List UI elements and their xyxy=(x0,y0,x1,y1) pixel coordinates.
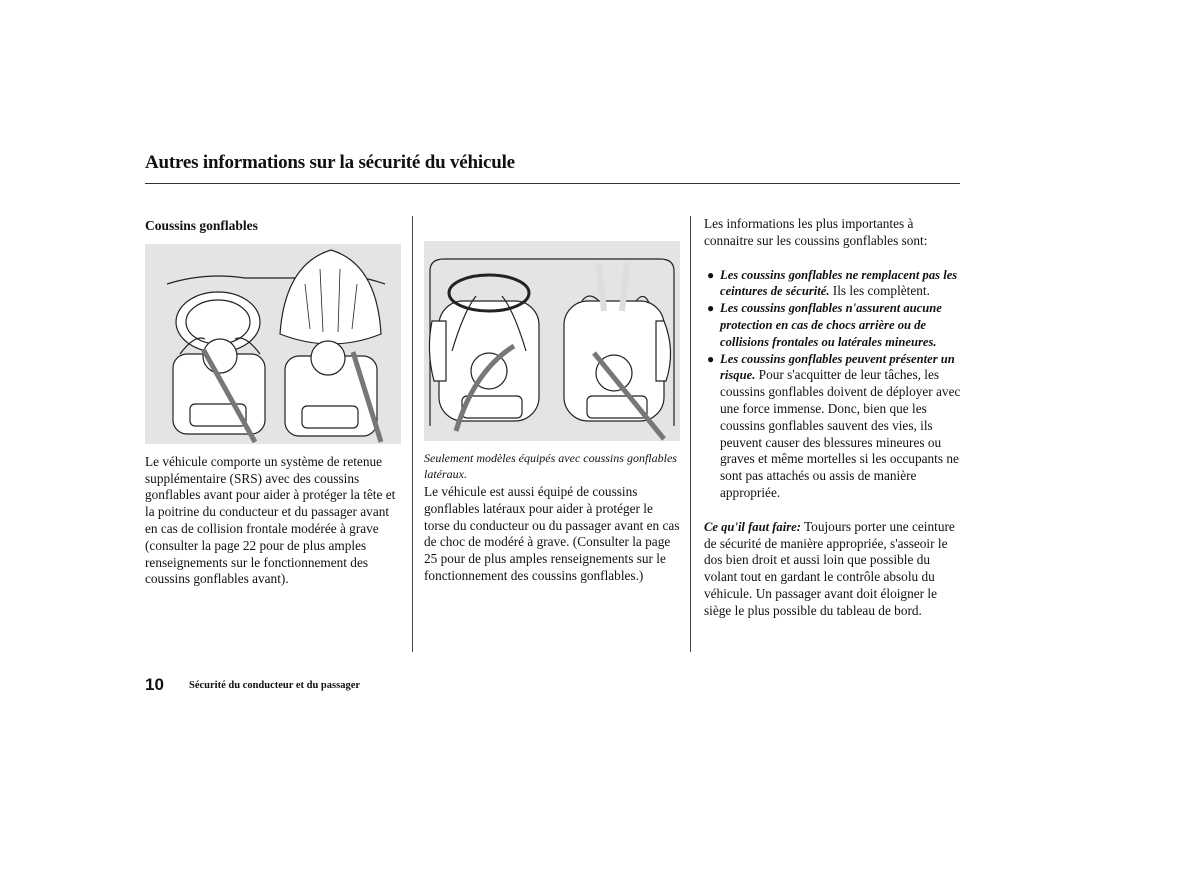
column-divider xyxy=(412,216,413,652)
footer-section-label: Sécurité du conducteur et du passager xyxy=(189,680,361,691)
front-airbags-illustration xyxy=(145,244,401,444)
page-number: 10 xyxy=(145,675,164,694)
advice-text: Toujours porter une ceinture de sécurité de manière appropriée, s'asseoir le dos bien droit et aussi loin que possible du volant tout en gardant le contrôle absolu du véhicule. Un passager avant doit éloigner le siège le plus possible du tableau de bord. xyxy=(704,518,955,618)
list-item xyxy=(704,267,964,301)
section-heading: Coussins gonflables xyxy=(145,218,258,233)
front-airbags-drawing xyxy=(145,244,401,444)
key-point-text: Ils les complètent. xyxy=(829,283,930,299)
key-point-text: Pour s'acquitter de leur tâches, les coussins gonflables doivent de déployer avec une force immense. Donc, bien que les coussins gonflables sauvent des vies, ils peuvent causer des blessures mineures ou graves et même mortelles si les occupants ne sont pas attachés ou assis de manière appropriée. xyxy=(720,367,961,500)
bullet-icon: ● xyxy=(707,267,715,282)
side-airbags-text: Le véhicule est aussi équipé de coussins gonflables latéraux pour aider à protéger le torse du conducteur ou du passager avant en cas de choc de modéré à grave. (Consulter la page 25 pour de plus amples renseignements sur le fonctionnement des coussins gonflables.) xyxy=(424,484,680,583)
bullet-icon: ● xyxy=(707,351,715,366)
title-divider xyxy=(145,183,960,184)
column-key-facts xyxy=(704,216,964,620)
key-point-emphasis: Les coussins gonflables n'assurent aucune protection en cas de chocs arrière ou de collisions frontales ou latérales mineures. xyxy=(720,301,942,349)
advice-paragraph xyxy=(704,519,964,620)
key-points-list xyxy=(704,267,964,502)
key-point-emphasis: Les coussins gonflables peuvent présenter un risque. xyxy=(720,351,955,383)
column-side-airbags xyxy=(424,216,682,585)
figure-caption: Seulement modèles équipés avec coussins gonflables latéraux. xyxy=(424,451,677,481)
column-divider xyxy=(690,216,691,652)
column-front-airbags xyxy=(145,216,401,588)
bullet-icon: ● xyxy=(707,301,715,316)
list-item xyxy=(704,300,964,350)
page-footer xyxy=(145,675,360,695)
page-title: Autres informations sur la sécurité du véhicule xyxy=(145,152,515,173)
front-airbags-text: Le véhicule comporte un système de retenue supplémentaire (SRS) avec des coussins gonflables avant pour aider à protéger la tête et la poitrine du conducteur et du passager avant en cas de collision frontale modérée à grave (consulter la page 22 pour de plus amples renseignements sur le fonctionnement des coussins gonflables avant). xyxy=(145,453,396,587)
advice-label: Ce qu'il faut faire: xyxy=(704,519,801,534)
side-airbags-drawing xyxy=(424,241,680,441)
list-item xyxy=(704,351,964,502)
key-point-emphasis: Les coussins gonflables ne remplacent pas les ceintures de sécurité. xyxy=(720,267,958,299)
key-facts-intro: Les informations les plus importantes à connaitre sur les coussins gonflables sont: xyxy=(704,216,928,248)
side-airbags-illustration xyxy=(424,241,680,441)
